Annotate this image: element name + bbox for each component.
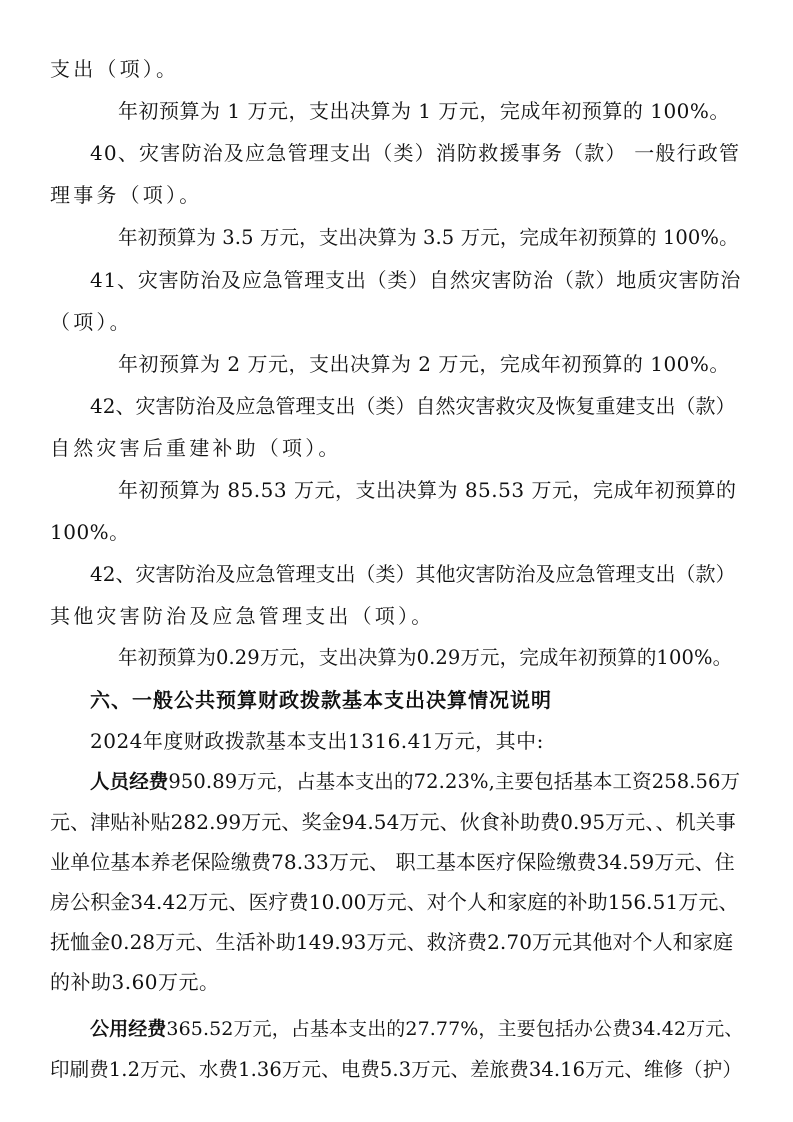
text-line: 元、津贴补贴282.99万元、奖金94.54万元、伙食补助费0.95万元、、机关事 (50, 810, 736, 834)
personnel-expense-label: 人员经费 (90, 770, 169, 793)
section-heading: 六、一般公共预算财政拨款基本支出决算情况说明 (90, 688, 552, 712)
text-line: 自然灾害后重建补助（项）。 (50, 436, 342, 460)
text-line: 业单位基本养老保险缴费78.33万元、 职工基本医疗保险缴费34.59万元、住 (50, 850, 735, 874)
text-line: 42、灾害防治及应急管理支出（类）其他灾害防治及应急管理支出（款） (90, 562, 736, 586)
text-line: 100%。 (50, 520, 130, 544)
text-line: 抚恤金0.28万元、生活补助149.93万元、救济费2.70万元其他对个人和家庭 (50, 930, 734, 954)
text-line: 年初预算为 3.5 万元，支出决算为 3.5 万元，完成年初预算的 100%。 (118, 226, 739, 249)
text-line: 年初预算为 1 万元，支出决算为 1 万元，完成年初预算的 100%。 (118, 99, 730, 123)
text-line: 年初预算为 85.53 万元，支出决算为 85.53 万元，完成年初预算的 (118, 478, 737, 502)
text-line: 2024年度财政拨款基本支出1316.41万元，其中: (90, 729, 544, 753)
public-expense-text: 365.52万元，占基本支出的27.77%，主要包括办公费34.42万元、 (166, 1018, 744, 1040)
text-line: 印刷费1.2万元、水费1.36万元、电费5.3万元、差旅费34.16万元、维修（护） (50, 1058, 742, 1081)
text-line (90, 1020, 743, 1039)
text-line (90, 772, 740, 792)
text-line: 41、灾害防治及应急管理支出（类）自然灾害防治（款）地质灾害防治 (90, 268, 742, 292)
text-line: 年初预算为0.29万元，支出决算为0.29万元，完成年初预算的100%。 (118, 646, 733, 669)
text-line: 其他灾害防治及应急管理支出（项）。 (50, 604, 435, 628)
personnel-expense-text: 950.89万元，占基本支出的72.23%,主要包括基本工资258.56万 (168, 770, 741, 793)
text-line: 年初预算为 2 万元，支出决算为 2 万元，完成年初预算的 100%。 (118, 352, 730, 376)
text-line: 42、灾害防治及应急管理支出（类）自然灾害救灾及恢复重建支出（款） (90, 394, 736, 418)
text-line: 支出（项）。 (50, 57, 180, 81)
text-line: 房公积金34.42万元、医疗费10.00万元、对个人和家庭的补助156.51万元、 (50, 890, 739, 914)
public-expense-label: 公用经费 (90, 1018, 167, 1040)
text-line: 40、灾害防治及应急管理支出（类）消防救援事务（款） 一般行政管 (90, 141, 741, 165)
text-line: 的补助3.60万元。 (50, 970, 220, 994)
text-line: （项）。 (50, 310, 133, 334)
text-line: 理事务（项）。 (50, 183, 203, 207)
